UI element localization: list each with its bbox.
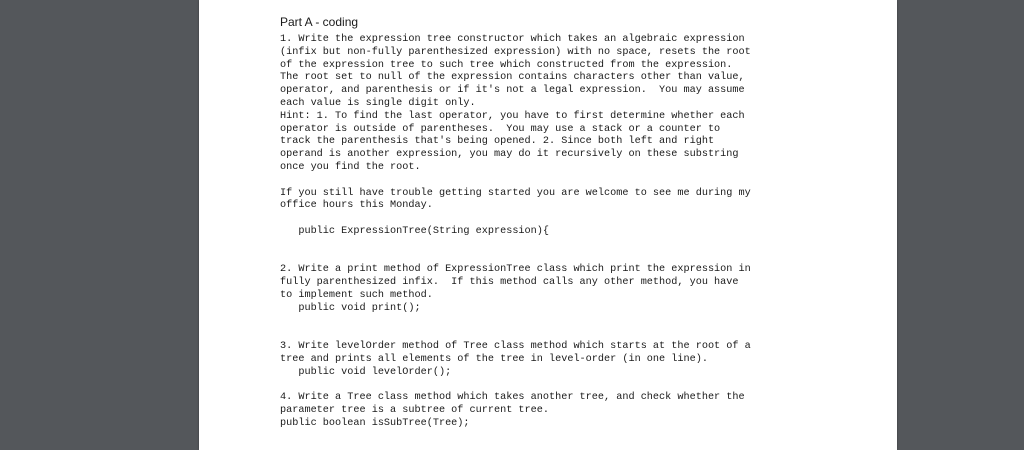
question-4-line: parameter tree is a subtree of current tree. [280,405,549,417]
question-1-line: of the expression tree to such tree which constructed from the expression. [280,59,733,71]
spacer [280,175,751,188]
help-note [280,188,751,214]
spacer [280,316,751,342]
question-1-line: operator, and parenthesis or if it's not a legal expression. You may assume [280,85,745,97]
hint-line: Hint: 1. To find the last operator, you have to first determine whether each [280,110,745,122]
is-subtree-signature: public boolean isSubTree(Tree); [280,417,470,429]
question-1-line: 1. Write the expression tree constructor which takes an algebraic expression [280,34,745,45]
hint-line: operand is another expression, you may do it recursively on these substring [280,149,739,161]
help-line: office hours this Monday. [280,200,433,212]
hint-line: operator is outside of parentheses. You may use a stack or a counter to [280,123,721,135]
question-1 [280,34,751,175]
spacer [280,380,751,393]
level-order-signature: public void levelOrder(); [280,366,452,378]
assignment-text [280,34,751,431]
question-3-line: tree and prints all elements of the tree in level-order (in one line). [280,353,708,365]
hint-line: track the parenthesis that's being opened. 2. Since both left and right [280,136,715,148]
question-2-line: to implement such method. [280,289,433,301]
question-2-line: 2. Write a print method of ExpressionTree class which print the expression in [280,264,751,276]
help-line: If you still have trouble getting started you are welcome to see me during my [280,187,751,199]
question-3-line: 3. Write levelOrder method of Tree class method which starts at the root of a [280,341,751,353]
section-heading: Part A - coding [280,15,359,29]
document-page [199,0,897,450]
question-2-line: fully parenthesized infix. If this method calls any other method, you have [280,277,739,289]
spacer [280,239,751,265]
spacer [280,213,751,226]
print-signature: public void print(); [280,302,421,314]
question-3 [280,341,751,379]
question-1-line: each value is single digit only. [280,97,476,109]
hint-line: once you find the root. [280,161,421,173]
constructor-signature: public ExpressionTree(String expression){ [280,225,549,237]
question-1-line: (infix but non-fully parenthesized expression) with no space, resets the root [280,46,751,58]
question-4 [280,392,751,430]
question-4-line: 4. Write a Tree class method which takes another tree, and check whether the [280,392,745,404]
question-2 [280,264,751,315]
question-1-line: The root set to null of the expression contains characters other than value, [280,72,745,84]
